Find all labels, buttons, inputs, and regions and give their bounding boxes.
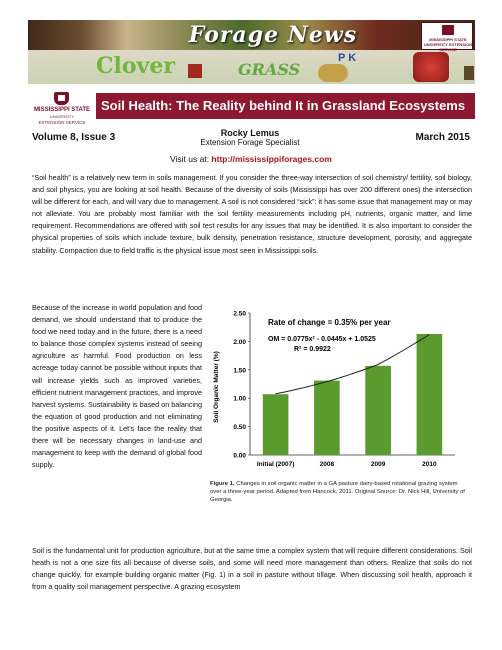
chart-equation: OM = 0.0775x² - 0.0445x + 1.0525 — [268, 336, 376, 343]
paragraph-food-demand: Because of the increase in world population and food demand, we should understand that to produce the food we need today and in the future, there is a need to balance those complex systems instead of seeing agriculture as harmful. Food production on less acreage today cannot be possible without inputs that will increase yields such as improved varieties, efficient nutrient management practices, and improve harvest systems. Sustainability is based on balancing the equation of good production and not eliminating the positive aspects of it. Let’s face the reality that there will be necessary changes in land-use and management to keep with the demand of global food supply. — [32, 303, 202, 470]
banner-word-clover: Clover — [96, 53, 175, 79]
x-tick-labels — [257, 461, 437, 468]
chart-r-squared: R² = 0.9922 — [294, 346, 331, 353]
banner-partner-logo-text: MISSISSIPPI STATE UNIVERSITY EXTENSION SERVICE — [423, 37, 473, 52]
y-tick-label: 1.00 — [233, 395, 246, 403]
bar-series — [263, 334, 442, 455]
website-link[interactable]: http://mississippiforages.com — [211, 154, 332, 164]
paragraph-intro: “Soil health” is a relatively new term in soils management. If you consider the three-way intersection of soil chemistry/ fertility, soil biology, and soil physics, you are looking at soil health. Because of the diversity of soils (Mississippi has over 200 different ones) the intersection will be different for each, and will vary due to management. A soil is not considered “sick”: it has some issue that management may or may not alleviate. You are probably most familiar with the soil fertility measurements including pH, nutrients, organic matter, and lime requirement. Recommendations are offered with soil test results for any issues that may be identified. It is also important to consider the physical properties of soils which include texture, bulk density, penetration resistance, structure development, porosity, and aggregate stability. Compaction due to field traffic is the physical issue most seen in Mississippi soils. — [32, 173, 472, 255]
masthead-title: Forage News — [188, 22, 358, 48]
shield-icon — [442, 25, 454, 35]
banner-word-grass: GRASS — [238, 60, 301, 79]
banner-partner-logo — [421, 22, 473, 50]
article-title: Soil Health: The Reality behind It in Grassland Ecosystems — [96, 93, 475, 119]
x-tick-label: Initial (2007) — [256, 461, 295, 468]
horse-icon — [464, 66, 474, 80]
visit-label: Visit us at: — [170, 154, 212, 164]
y-tick-label: 0.50 — [233, 424, 246, 432]
y-tick-label: 0.00 — [233, 452, 246, 460]
x-tick-label: 2008 — [319, 461, 335, 468]
y-tick-label: 1.50 — [233, 367, 246, 375]
issue-date: March 2015 — [415, 132, 470, 143]
chart-title: Rate of change = 0.35% per year — [268, 318, 391, 327]
logo-line-1: MISSISSIPPI STATE — [33, 107, 91, 113]
bar — [417, 334, 443, 455]
figure-caption — [210, 480, 465, 504]
y-tick-labels — [233, 311, 250, 460]
beef-icon — [413, 52, 449, 82]
soil-organic-matter-chart — [210, 303, 470, 478]
chart-ylabel: Soil Organic Matter (%) — [213, 351, 220, 423]
paragraph-soil-unit: Soil is the fundamental unit for production agriculture, but at the same time a complex system that will require different considerations. Soil heath is not a one size fits all because of diverse soils, and some will need more management than others. Realize that soils do not change quickly, for example building organic matter (Fig. 1) in a soil in pasture without tillage. When discussing soil health, approach it from a quality soil management perspective. A grazing ecosystem — [32, 546, 472, 592]
y-tick-label: 2.50 — [233, 310, 246, 318]
shield-icon — [54, 92, 69, 105]
y-tick-label: 2.00 — [233, 338, 246, 346]
figure-caption-label: Figure 1. — [210, 481, 235, 487]
logo-line-3: EXTENSION SERVICE — [38, 120, 86, 125]
forage-news-banner — [28, 20, 475, 84]
hay-bale-icon — [318, 64, 348, 82]
trend-line — [276, 335, 430, 394]
visit-line — [170, 154, 370, 164]
logo-line-2: UNIVERSITY — [49, 114, 74, 119]
banner-pk-letters: P K — [338, 52, 357, 64]
x-tick-label: 2009 — [370, 461, 386, 468]
x-tick-label: 2010 — [422, 461, 437, 468]
author-role: Extension Forage Specialist — [200, 138, 300, 147]
bar — [314, 381, 340, 455]
issue-volume: Volume 8, Issue 3 — [32, 132, 116, 143]
barn-icon — [188, 64, 202, 78]
author-name: Rocky Lemus — [220, 128, 280, 138]
figure-caption-text: Changes in soil organic matter in a GA pasture dairy-based rotational grazing system over a three-year period. Adapted from Hancock, 2011. Original Source: Dr. Nick Hill, University of Georgia. — [210, 481, 465, 503]
bar — [365, 366, 391, 455]
msu-extension-logo — [32, 92, 92, 132]
bar — [263, 394, 289, 455]
